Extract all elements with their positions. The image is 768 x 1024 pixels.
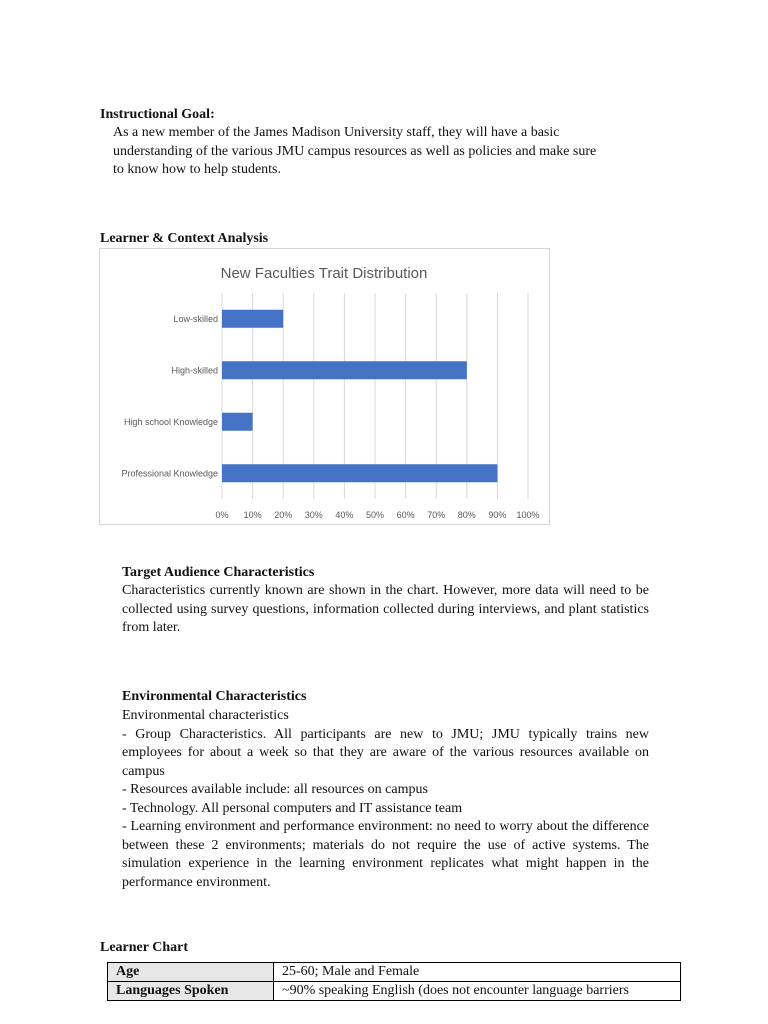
bar — [222, 310, 283, 328]
target-audience-text: Characteristics currently known are shown in the chart. However, more data will need to be collected using survey questions, information collected during interviews, and plant statistics from later. — [122, 583, 649, 635]
instructional-goal-text — [113, 124, 643, 180]
goal-line: As a new member of the James Madison University staff, they will have a basic — [113, 125, 560, 140]
category-label: Low-skilled — [173, 313, 218, 324]
x-tick-label: 80% — [457, 510, 476, 520]
category-label: High-skilled — [171, 365, 218, 376]
env-line: - Resources available include: all resources on campus — [122, 782, 428, 797]
environmental-heading: Environmental Characteristics — [122, 689, 307, 704]
x-tick-label: 90% — [488, 510, 507, 520]
goal-line: to know how to help students. — [113, 162, 281, 177]
x-tick-label: 40% — [335, 510, 354, 520]
category-label: Professional Knowledge — [121, 468, 218, 479]
bar — [222, 464, 497, 482]
env-line: - Learning environment and performance environment: no need to worry about the difference between these 2 environments; materials do not require the use of active systems. The simulation experience in the learning environment replicates what might happen in the performance environment. — [122, 819, 649, 890]
bar — [222, 361, 467, 379]
instructional-goal-heading: Instructional Goal: — [100, 107, 215, 122]
x-tick-label: 60% — [396, 510, 415, 520]
table-row — [108, 982, 681, 1001]
env-line: Environmental characteristics — [122, 708, 289, 723]
x-tick-label: 100% — [516, 510, 540, 520]
row-value: 25-60; Male and Female — [274, 963, 681, 982]
table-row — [108, 963, 681, 982]
category-label: High school Knowledge — [123, 416, 218, 427]
x-tick-label: 50% — [365, 510, 385, 520]
trait-distribution-chart — [99, 248, 550, 525]
learner-chart-table — [107, 962, 681, 1001]
target-audience-heading: Target Audience Characteristics — [122, 565, 315, 580]
x-tick-label: 20% — [274, 510, 293, 520]
env-line: - Group Characteristics. All participants are new to JMU; JMU typically trains new employees for about a week so that they are aware of the various resources available on campus — [122, 726, 649, 779]
x-tick-label: 30% — [304, 510, 323, 520]
bar — [222, 413, 253, 431]
learner-chart-heading: Learner Chart — [100, 940, 188, 955]
row-value: ~90% speaking English (does not encounter language barriers — [274, 982, 681, 1001]
x-tick-label: 70% — [427, 510, 446, 520]
environmental-text — [122, 707, 649, 892]
x-tick-label: 10% — [243, 510, 262, 520]
goal-line: understanding of the various JMU campus resources as well as policies and make sure — [113, 143, 597, 159]
row-key: Languages Spoken — [108, 982, 274, 1001]
row-key: Age — [108, 963, 274, 982]
chart-canvas — [100, 249, 549, 524]
chart-title: New Faculties Trait Distribution — [220, 265, 428, 282]
learner-context-heading: Learner & Context Analysis — [100, 231, 269, 246]
x-tick-label: 0% — [215, 510, 229, 520]
env-line: - Technology. All personal computers and IT assistance team — [122, 800, 463, 816]
